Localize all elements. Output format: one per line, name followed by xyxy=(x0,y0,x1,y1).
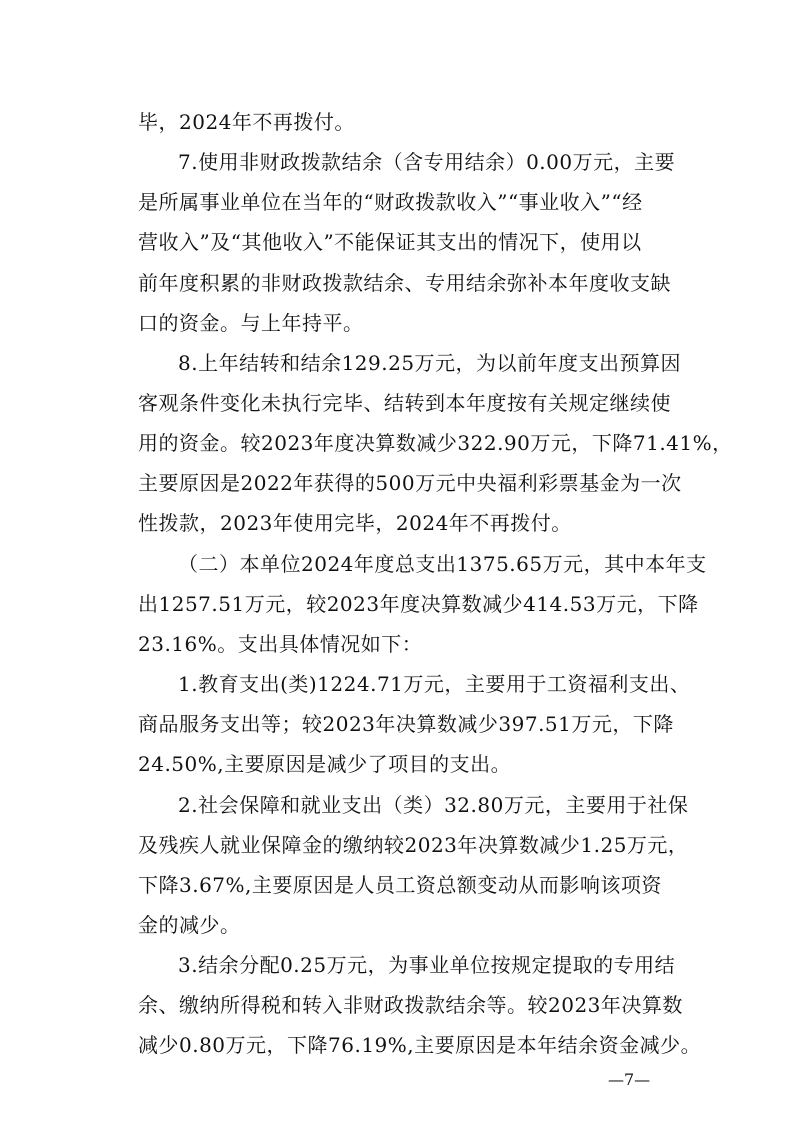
body-line: 性拨款，2023年使用完毕，2024年不再拨付。 xyxy=(138,511,572,535)
body-line: 减少0.80万元，下降76.19%,主要原因是本年结余资金减少。 xyxy=(138,1033,702,1057)
body-line: 金的减少。 xyxy=(138,913,241,937)
body-line: 主要原因是2022年获得的500万元中央福利彩票基金为一次 xyxy=(138,471,682,495)
body-line: 下降3.67%,主要原因是人员工资总额变动从而影响该项资 xyxy=(138,873,662,897)
body-line: 余、缴纳所得税和转入非财政拨款结余等。较2023年决算数 xyxy=(138,993,683,1017)
body-line: 前年度积累的非财政拨款结余、专用结余弥补本年度收支缺 xyxy=(138,271,671,295)
body-line: 营收入”及“其他收入”不能保证其支出的情况下，使用以 xyxy=(138,230,642,254)
body-line: 1.教育支出(类)1224.71万元，主要用于工资福利支出、 xyxy=(178,672,691,696)
body-line: 客观条件变化未执行完毕、结转到本年度按有关规定继续使 xyxy=(138,391,671,415)
body-line: 23.16%。支出具体情况如下： xyxy=(138,632,423,656)
body-line: 24.50%,主要原因是减少了项目的支出。 xyxy=(138,752,512,776)
body-line: 3.结余分配0.25万元，为事业单位按规定提取的专用结 xyxy=(178,953,676,977)
body-line: 是所属事业单位在当年的“财政拨款收入”“事业收入”“经 xyxy=(138,190,643,214)
body-line: （二）本单位2024年度总支出1375.65万元，其中本年支 xyxy=(178,552,707,576)
body-line: 用的资金。较2023年度决算数减少322.90万元，下降71.41%， xyxy=(138,431,733,455)
body-line: 8.上年结转和结余129.25万元，为以前年度支出预算因 xyxy=(178,351,682,375)
body-line: 口的资金。与上年持平。 xyxy=(138,311,364,335)
body-line: 毕，2024年不再拨付。 xyxy=(138,110,355,134)
page-number: —7— xyxy=(608,1070,651,1089)
body-line: 商品服务支出等；较2023年决算数减少397.51万元，下降 xyxy=(138,712,674,736)
body-line: 7.使用非财政拨款结余（含专用结余）0.00万元，主要 xyxy=(178,150,676,174)
body-line: 及残疾人就业保障金的缴纳较2023年决算数减少1.25万元， xyxy=(138,833,689,857)
body-line: 出1257.51万元，较2023年度决算数减少414.53万元，下降 xyxy=(138,592,699,616)
body-line: 2.社会保障和就业支出（类）32.80万元，主要用于社保 xyxy=(178,793,689,817)
